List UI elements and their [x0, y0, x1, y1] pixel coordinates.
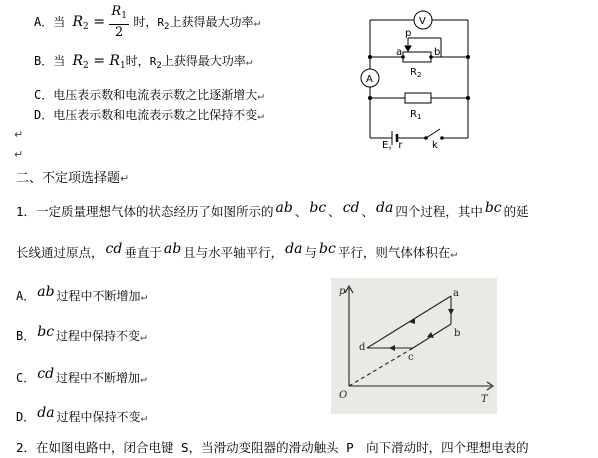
question-1-line-2 [16, 243, 457, 261]
paragraph-mark: ↵ [140, 372, 147, 385]
option-label: C． [16, 371, 36, 385]
q1-option-d [16, 405, 148, 425]
switch-pivot [424, 136, 428, 140]
text: D．电压表示数和电流表示数之比保持不变 [34, 108, 258, 122]
pt-graph-figure [331, 278, 497, 414]
var: R [72, 14, 84, 30]
sep: 、 [328, 204, 341, 219]
paragraph-mark: ↵ [253, 16, 261, 29]
point-c-label: c [408, 352, 414, 363]
paragraph-mark: ↵ [14, 148, 24, 161]
var-ab: ab [163, 241, 182, 257]
section-heading [16, 167, 129, 186]
switch-label: k [432, 140, 438, 150]
paragraph-mark: ↵ [140, 411, 148, 424]
var-bc: bc [484, 200, 502, 216]
var: R [72, 53, 84, 69]
sub: 2 [164, 22, 170, 32]
junction-dot [466, 55, 470, 59]
point-a-label: a [453, 288, 459, 299]
option-label: A． [16, 289, 36, 303]
option-label: B．当 [34, 54, 66, 68]
text: 平行，则气体体积在 [337, 245, 451, 260]
text: 过程中不断增加 [56, 371, 141, 385]
paragraph-mark: ↵ [140, 330, 147, 343]
var-cd: cd [342, 200, 360, 216]
paragraph-mark: ↵ [120, 172, 130, 185]
text: 长线通过原点， [16, 245, 104, 260]
sub: 1 [119, 61, 126, 71]
junction-dot [368, 96, 372, 100]
text: 上获得最大功率 [161, 54, 246, 68]
text: C．电压表示数和电流表示数之比逐渐增大 [34, 88, 258, 102]
junction-dot [466, 96, 470, 100]
text: 2．在如图电路中，闭合电键 S，当滑动变阻器的滑动触头 P 向下滑动时，四个理想电表的 [16, 440, 529, 455]
resistor-r1 [405, 93, 431, 103]
point-b-label: b [454, 328, 461, 339]
paragraph-mark: ↵ [14, 128, 24, 141]
q1-option-b [16, 324, 147, 344]
y-axis-label: p [339, 286, 346, 297]
question-2-line [16, 438, 529, 456]
q1-option-a [16, 284, 148, 304]
var-bc: bc [319, 241, 336, 257]
sub: 2 [83, 22, 89, 32]
option-b-line [34, 52, 252, 71]
var-da: da [37, 405, 55, 421]
var: R [410, 109, 417, 120]
text: 的延 [503, 204, 529, 219]
text: 时， [125, 54, 150, 68]
var-bc: bc [37, 324, 55, 340]
r2-label [410, 67, 421, 79]
text: 且与水平轴平行， [183, 245, 284, 260]
x-axis-label: T [481, 394, 488, 405]
numerator [109, 4, 129, 25]
terminal-a-label: a [396, 47, 403, 58]
sub: 2 [83, 61, 89, 71]
denominator: 2 [115, 25, 124, 40]
sep: 、 [294, 204, 308, 219]
var-cd: cd [37, 366, 55, 382]
fraction [109, 4, 129, 40]
option-label: B． [16, 329, 36, 343]
extension-dashed-line [349, 348, 413, 386]
paragraph-mark: ↵ [257, 89, 264, 102]
paragraph-mark: ↵ [140, 290, 148, 303]
text: 二、不定项选择题 [16, 171, 121, 186]
origin-label: O [339, 390, 348, 401]
text: 过程中不断增加 [56, 289, 141, 303]
voltmeter-label: V [419, 16, 426, 27]
var-da: da [285, 241, 303, 257]
paragraph-mark: ↵ [245, 55, 253, 68]
terminal-b-dot [429, 55, 433, 59]
sub: 1 [121, 11, 127, 21]
equals: = [88, 14, 110, 30]
var: R [111, 4, 122, 19]
text: 过程中保持不变 [56, 329, 141, 343]
text: 1．一定质量理想气体的状态经历了如图所示的 [16, 204, 274, 219]
var-ab: ab [275, 200, 293, 216]
text: 上获得最大功率 [169, 15, 254, 29]
var: R [149, 55, 157, 68]
var-bc: bc [309, 200, 327, 216]
switch-lever [426, 129, 440, 138]
arrow-cd [389, 345, 395, 351]
text: 与 [304, 245, 317, 260]
switch-contact [440, 136, 444, 140]
sub: 1 [416, 113, 422, 121]
battery-label: E，r [382, 140, 403, 150]
q1-option-c [16, 366, 147, 386]
equals: = [88, 53, 110, 69]
resistor-r2 [403, 52, 431, 62]
var: R [109, 53, 120, 69]
arrow-ab [448, 309, 454, 315]
r1-label [410, 109, 421, 121]
var-cd: cd [105, 241, 123, 257]
text: 四个过程，其中 [395, 204, 483, 219]
text: 垂直于 [124, 245, 162, 260]
var: R [157, 16, 165, 29]
option-c-line [34, 86, 264, 103]
formula [72, 4, 133, 40]
option-label: D． [16, 410, 36, 424]
question-1-line-1 [16, 202, 529, 220]
option-a-line [34, 4, 260, 40]
option-d-line [34, 106, 264, 123]
var: R [410, 67, 417, 78]
point-d-label: d [359, 342, 366, 353]
slider-label: p [405, 28, 412, 39]
circuit-diagram [328, 0, 478, 150]
text: 时， [133, 15, 158, 29]
junction-dot [368, 55, 372, 59]
text: 过程中保持不变 [56, 410, 141, 424]
slider-arrowhead [405, 46, 411, 51]
var-ab: ab [37, 284, 55, 300]
formula [72, 53, 125, 69]
option-label: A．当 [34, 15, 66, 29]
terminal-b-label: b [434, 47, 441, 58]
sep: 、 [361, 204, 375, 219]
paragraph-mark: ↵ [257, 109, 264, 122]
sub: 2 [156, 61, 162, 71]
var-da: da [376, 200, 394, 216]
sub: 2 [416, 71, 422, 79]
ammeter-label: A [366, 74, 373, 85]
paragraph-mark: ↵ [450, 247, 457, 260]
pt-graph [331, 278, 497, 414]
